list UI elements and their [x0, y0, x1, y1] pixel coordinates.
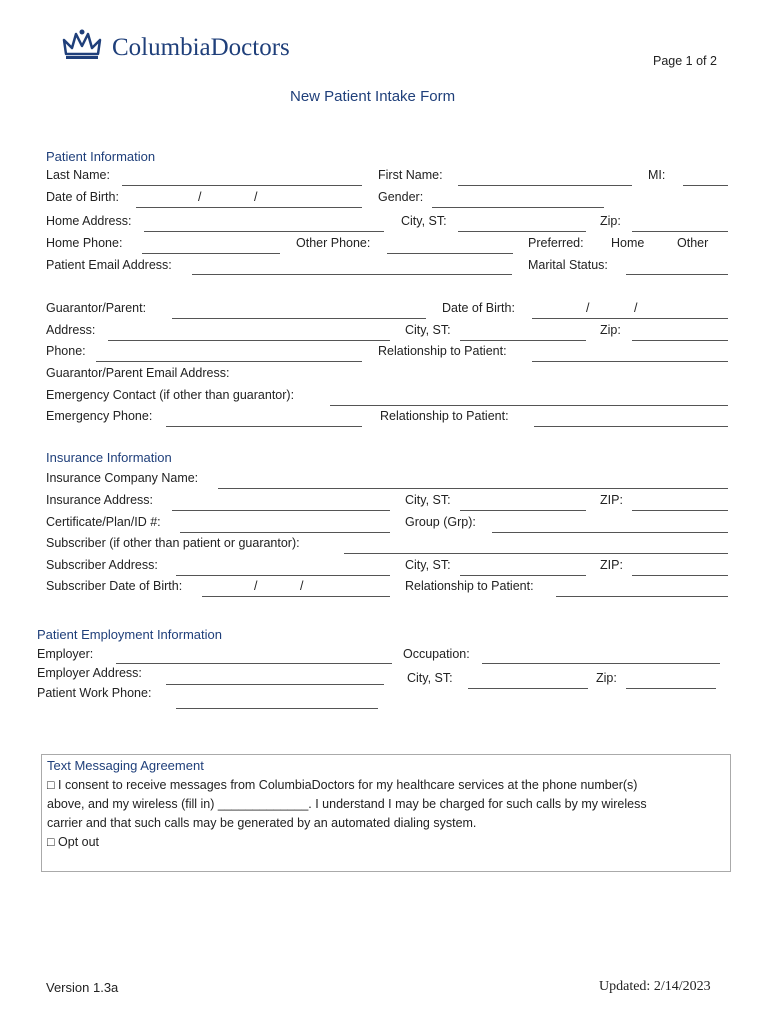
preferred-other-option[interactable]: Other: [677, 236, 709, 250]
city-st-field[interactable]: [458, 231, 586, 232]
guarantor-city-field[interactable]: [460, 340, 586, 341]
email-field[interactable]: [192, 274, 512, 275]
emergency-phone-field[interactable]: [166, 426, 362, 427]
text-messaging-heading: Text Messaging Agreement: [47, 758, 204, 773]
marital-label: Marital Status:: [528, 258, 608, 272]
mi-label: MI:: [648, 168, 666, 182]
home-address-field[interactable]: [144, 231, 384, 232]
insurance-city-label: City, ST:: [405, 493, 451, 507]
home-address-label: Home Address:: [46, 214, 132, 228]
emergency-relationship-field[interactable]: [534, 426, 728, 427]
guarantor-city-label: City, ST:: [405, 323, 451, 337]
guarantor-field[interactable]: [172, 318, 426, 319]
subscriber-dob-slash-2: /: [300, 579, 304, 593]
gender-label: Gender:: [378, 190, 424, 204]
last-name-field[interactable]: [122, 185, 362, 186]
insurance-address-label: Insurance Address:: [46, 493, 154, 507]
employer-city-field[interactable]: [468, 688, 588, 689]
employer-field[interactable]: [116, 663, 392, 664]
zip-field[interactable]: [632, 231, 728, 232]
last-name-label: Last Name:: [46, 168, 110, 182]
guarantor-address-field[interactable]: [108, 340, 390, 341]
subscriber-address-label: Subscriber Address:: [46, 558, 158, 572]
guarantor-address-label: Address:: [46, 323, 96, 337]
employer-zip-label: Zip:: [596, 671, 617, 685]
employer-address-label: Employer Address:: [37, 666, 142, 680]
subscriber-label: Subscriber (if other than patient or guarantor):: [46, 536, 300, 550]
email-label: Patient Email Address:: [46, 258, 172, 272]
other-phone-field[interactable]: [387, 253, 513, 254]
preferred-label: Preferred:: [528, 236, 584, 250]
employer-address-field[interactable]: [166, 684, 384, 685]
dob-label: Date of Birth:: [46, 190, 119, 204]
subscriber-dob-field[interactable]: [202, 596, 390, 597]
guarantor-dob-slash-2: /: [634, 301, 638, 315]
employer-zip-field[interactable]: [626, 688, 716, 689]
form-title: New Patient Intake Form: [290, 88, 456, 105]
guarantor-zip-field[interactable]: [632, 340, 728, 341]
guarantor-phone-label: Phone:: [46, 344, 86, 358]
subscriber-city-label: City, ST:: [405, 558, 451, 572]
section-heading-insurance: Insurance Information: [46, 450, 172, 465]
page-number: Page 1 of 2: [653, 54, 717, 68]
consent-checkbox-line[interactable]: □ I consent to receive messages from ColumbiaDoctors for my healthcare services at the phone number(s): [47, 778, 638, 792]
subscriber-dob-label: Subscriber Date of Birth:: [46, 579, 183, 593]
subscriber-field[interactable]: [344, 553, 728, 554]
insurance-zip-label: ZIP:: [600, 493, 623, 507]
subscriber-zip-field[interactable]: [632, 575, 728, 576]
insurance-company-field[interactable]: [218, 488, 728, 489]
group-label: Group (Grp):: [405, 515, 476, 529]
emergency-contact-label: Emergency Contact (if other than guarantor):: [46, 388, 295, 402]
insurance-company-label: Insurance Company Name:: [46, 471, 199, 485]
preferred-home-option[interactable]: Home: [611, 236, 645, 250]
version-label: Version 1.3a: [46, 980, 119, 995]
dob-slash-1: /: [198, 190, 202, 204]
group-field[interactable]: [492, 532, 728, 533]
subscriber-address-field[interactable]: [176, 575, 390, 576]
occupation-field[interactable]: [482, 663, 720, 664]
opt-out-checkbox[interactable]: □ Opt out: [47, 835, 100, 849]
subscriber-zip-label: ZIP:: [600, 558, 623, 572]
home-phone-field[interactable]: [142, 253, 280, 254]
guarantor-relationship-label: Relationship to Patient:: [378, 344, 507, 358]
city-st-label: City, ST:: [401, 214, 447, 228]
home-phone-label: Home Phone:: [46, 236, 123, 250]
emergency-relationship-label: Relationship to Patient:: [380, 409, 509, 423]
work-phone-field[interactable]: [176, 708, 378, 709]
consent-text-line-3: carrier and that such calls may be generated by an automated dialing system.: [47, 816, 477, 830]
emergency-phone-label: Emergency Phone:: [46, 409, 153, 423]
emergency-contact-field[interactable]: [330, 405, 728, 406]
first-name-field[interactable]: [458, 185, 632, 186]
other-phone-label: Other Phone:: [296, 236, 371, 250]
gender-field[interactable]: [432, 207, 604, 208]
guarantor-phone-field[interactable]: [96, 361, 362, 362]
mi-field[interactable]: [683, 185, 728, 186]
first-name-label: First Name:: [378, 168, 443, 182]
subscriber-dob-slash-1: /: [254, 579, 258, 593]
employer-city-label: City, ST:: [407, 671, 453, 685]
dob-field[interactable]: [136, 207, 362, 208]
subscriber-city-field[interactable]: [460, 575, 586, 576]
occupation-label: Occupation:: [403, 647, 470, 661]
logo-text: ColumbiaDoctors: [112, 34, 290, 61]
section-heading-employment: Patient Employment Information: [37, 627, 222, 642]
guarantor-relationship-field[interactable]: [532, 361, 728, 362]
work-phone-label: Patient Work Phone:: [37, 686, 152, 700]
guarantor-label: Guarantor/Parent:: [46, 301, 147, 315]
crown-icon: [60, 28, 104, 62]
subscriber-relationship-label: Relationship to Patient:: [405, 579, 534, 593]
guarantor-dob-label: Date of Birth:: [442, 301, 515, 315]
guarantor-zip-label: Zip:: [600, 323, 621, 337]
subscriber-relationship-field[interactable]: [556, 596, 728, 597]
guarantor-dob-slash-1: /: [586, 301, 590, 315]
certificate-field[interactable]: [180, 532, 390, 533]
guarantor-dob-field[interactable]: [532, 318, 728, 319]
guarantor-email-label: Guarantor/Parent Email Address:: [46, 366, 230, 380]
employer-label: Employer:: [37, 647, 94, 661]
marital-field[interactable]: [626, 274, 728, 275]
insurance-zip-field[interactable]: [632, 510, 728, 511]
zip-label: Zip:: [600, 214, 621, 228]
certificate-label: Certificate/Plan/ID #:: [46, 515, 161, 529]
insurance-city-field[interactable]: [460, 510, 586, 511]
dob-slash-2: /: [254, 190, 258, 204]
section-heading-patient: Patient Information: [46, 149, 156, 164]
insurance-address-field[interactable]: [172, 510, 390, 511]
consent-text-line-2: above, and my wireless (fill in) _____________. I understand I may be charged for such calls by my wireless: [47, 797, 647, 811]
updated-date: Updated: 2/14/2023: [599, 979, 711, 994]
